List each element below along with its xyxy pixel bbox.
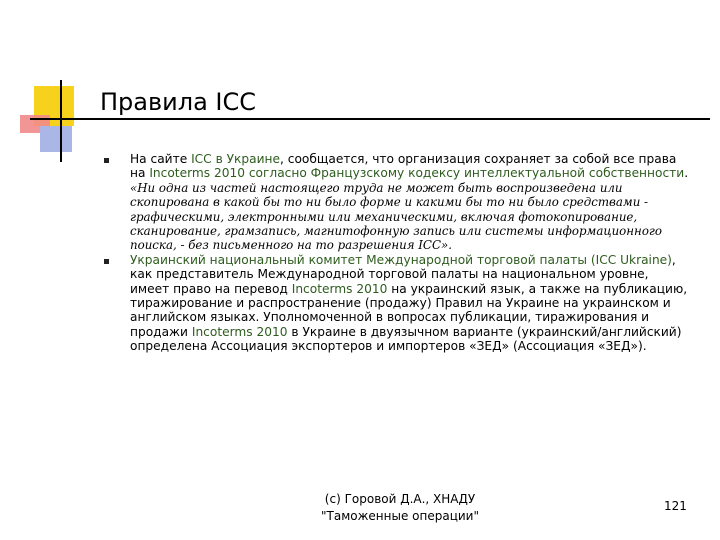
footer-course: "Таможенные операции" <box>321 509 479 523</box>
bullet-list <box>100 152 690 354</box>
decor-blue-square <box>40 126 72 152</box>
bullet-item-2: Украинский национальный комитет Международной торговой палаты (ICC Ukraine), как представитель Международной торговой палаты на национальном уровне, имеет право на перевод Incoterms 2010 на украинский язык, а также на публикацию, тиражирование и распространение (продажу) Правил на Украине на украинском и английском языках. Уполномоченной в вопросах публикации, тиражирования и продажи Incoterms 2010 в Украине в двуязычном варианте (украинский/английский) определена Ассоциация экспортеров и импортеров «ЗЕД» (Ассоциация «ЗЕД»). <box>100 253 690 354</box>
bullet-item-1: На сайте ICC в Украине, сообщается, что организация сохраняет за собой все права на Incoterms 2010 согласно Французскому кодексу интеллектуальной собственности. «Ни одна из частей настоящего труда не может быть воспроизведена или скопирована в какой бы то ни было форме и какими бы то ни было средствами - графическими, электронными или механическими, включая фотокопирование, сканирование, грамзапись, магнитофонную запись или системы информационного поиска, - без письменного на то разрешения ICC». <box>100 152 690 253</box>
footer-author: (с) Горовой Д.А., ХНАДУ <box>324 492 476 506</box>
footer-credit <box>300 491 500 525</box>
title-divider-line <box>30 118 710 120</box>
page-number: 121 <box>664 499 687 513</box>
decor-vertical-line <box>60 80 62 162</box>
square-bullet-icon <box>104 158 109 163</box>
square-bullet-icon <box>104 259 109 264</box>
slide-title: Правила ICC <box>100 88 256 116</box>
